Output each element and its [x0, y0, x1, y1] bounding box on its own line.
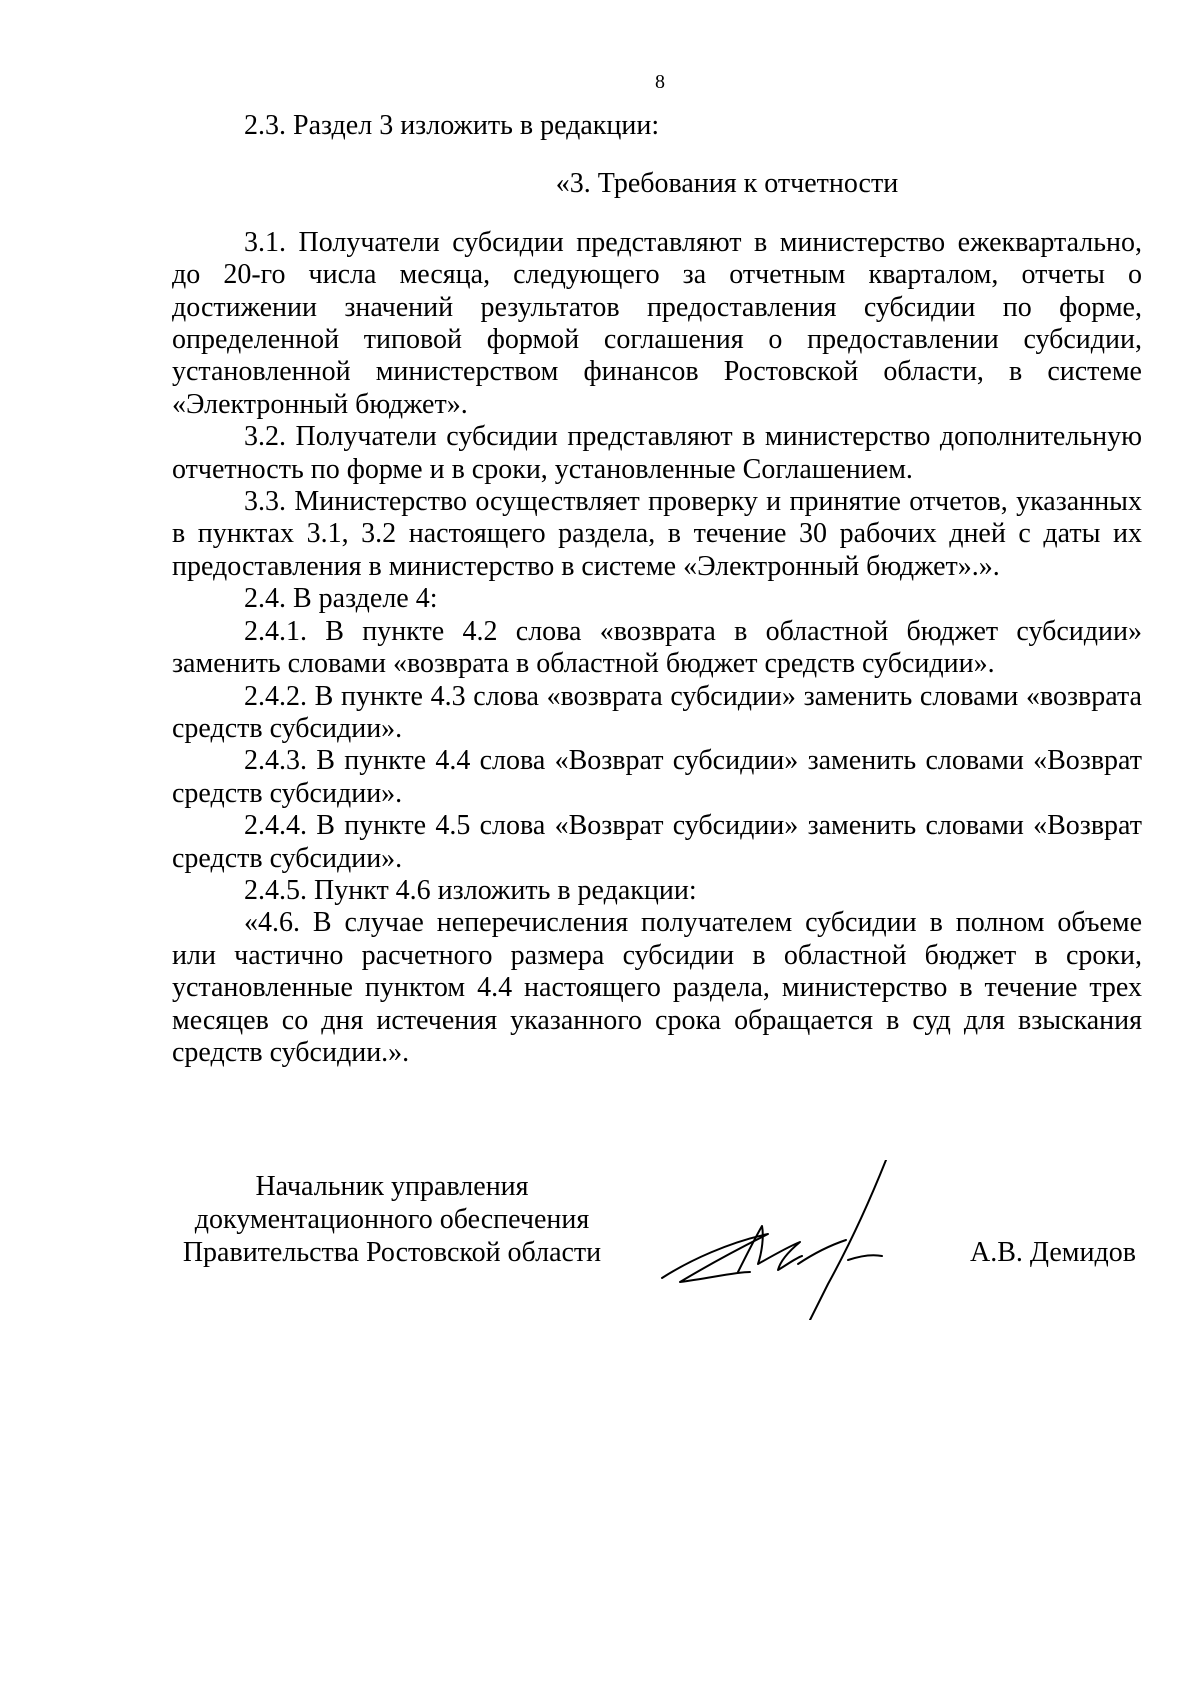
paragraph-3-2: 3.2. Получатели субсидии представляют в министерство дополнительную отчетность по форме и в сроки, установленные Соглашением. — [172, 421, 1142, 485]
paragraph-4-6: «4.6. В случае неперечисления получателем субсидии в полном объеме или частично расчетного размера субсидии в областной бюджет в сроки, установленные пунктом 4.4 настоящего раздела, министерство в течение трех месяцев со дня истечения указанного срока обращается в суд для взыскания средств субсидии.». — [172, 907, 1142, 1068]
paragraph-2-4-5: 2.4.5. Пункт 4.6 изложить в редакции: — [244, 874, 697, 906]
paragraph-3-3: 3.3. Министерство осуществляет проверку и принятие отчетов, указанных в пунктах 3.1, 3.2 настоящего раздела, в течение 30 рабочих дней с даты их предоставления в министерство в системе «Электронный бюджет».». — [172, 486, 1142, 582]
paragraph-3-1: 3.1. Получатели субсидии представляют в министерство ежеквартально, до 20-го числа месяца, следующего за отчетным кварталом, отчеты о достижении значений результатов предоставления субсидии по форме, определенной типовой формой соглашения о предоставлении субсидии, установленной министерством финансов Ростовской области, в системе «Электронный бюджет». — [172, 226, 1142, 420]
signatory-name: А.В. Демидов — [970, 1237, 1136, 1268]
paragraph-2-4-4: 2.4.4. В пункте 4.5 слова «Возврат субсидии» заменить словами «Возврат средств субсидии». — [172, 810, 1142, 874]
handwritten-signature — [650, 1160, 950, 1320]
signatory-title-line: Начальник управления — [255, 1171, 529, 1202]
section-heading: «3. Требования к отчетности — [555, 168, 899, 200]
paragraph-2-4: 2.4. В разделе 4: — [244, 583, 438, 615]
paragraph-2-4-2: 2.4.2. В пункте 4.3 слова «возврата субсидии» заменить словами «возврата средств субсидии». — [172, 680, 1142, 744]
signatory-title-line: документационного обеспечения — [194, 1204, 590, 1235]
paragraph-2-4-1: 2.4.1. В пункте 4.2 слова «возврата в областной бюджет субсидии» заменить словами «возврата в областной бюджет средств субсидии». — [172, 615, 1142, 680]
signatory-title — [172, 1170, 612, 1269]
document-body — [172, 110, 1142, 1069]
page-number: 8 — [655, 71, 665, 93]
signatory-title-line: Правительства Ростовской области — [182, 1237, 602, 1268]
paragraph-2-3: 2.3. Раздел 3 изложить в редакции: — [244, 110, 660, 141]
paragraph-2-4-3: 2.4.3. В пункте 4.4 слова «Возврат субсидии» заменить словами «Возврат средств субсидии». — [172, 745, 1142, 809]
